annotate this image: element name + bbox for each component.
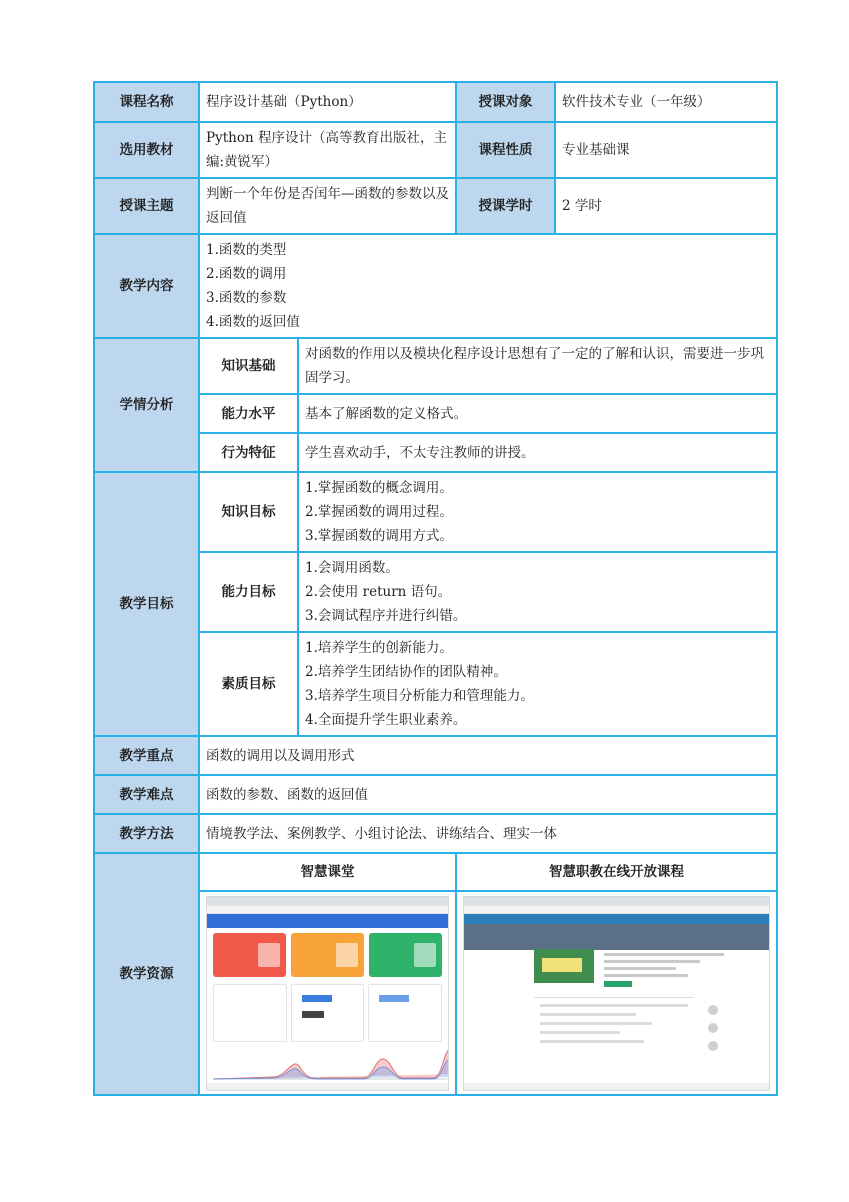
quality-goal-label: 素质目标 — [199, 632, 298, 736]
list-item: 1.会调用函数。 — [305, 560, 399, 576]
resources-label: 教学资源 — [94, 853, 199, 1095]
knowledge-goal-label: 知识目标 — [199, 472, 298, 552]
behavior-label: 行为特征 — [199, 433, 298, 472]
quality-goal-list — [298, 632, 777, 736]
activity-chart-thumbnail — [213, 1029, 449, 1081]
course-type-value: 专业基础课 — [555, 122, 777, 178]
list-item: 1.函数的类型 — [206, 242, 287, 258]
audience-value: 软件技术专业（一年级） — [555, 82, 777, 122]
course-name-value: 程序设计基础（Python） — [199, 82, 456, 122]
methods-label: 教学方法 — [94, 814, 199, 853]
focus-label: 教学重点 — [94, 736, 199, 775]
smart-classroom-heading: 智慧课堂 — [199, 853, 456, 891]
topic-value: 判断一个年份是否闰年—函数的参数以及返回值 — [199, 178, 456, 234]
textbook-label: 选用教材 — [94, 122, 199, 178]
list-item: 2.函数的调用 — [206, 266, 287, 282]
content-list — [199, 234, 777, 338]
hours-label: 授课学时 — [456, 178, 555, 234]
textbook-value: Python 程序设计（高等教育出版社，主编:黄锐军） — [199, 122, 456, 178]
list-item: 3.会调试程序并进行纠错。 — [305, 608, 467, 624]
audience-label: 授课对象 — [456, 82, 555, 122]
knowledge-base-text: 对函数的作用以及模块化程序设计思想有了一定的了解和认识，需要进一步巩固学习。 — [298, 338, 777, 394]
analysis-label: 学情分析 — [94, 338, 199, 472]
difficulty-label: 教学难点 — [94, 775, 199, 814]
content-label: 教学内容 — [94, 234, 199, 338]
topic-label: 授课主题 — [94, 178, 199, 234]
focus-text: 函数的调用以及调用形式 — [199, 736, 777, 775]
goals-label: 教学目标 — [94, 472, 199, 736]
list-item: 4.函数的返回值 — [206, 314, 300, 330]
methods-text: 情境教学法、案例教学、小组讨论法、讲练结合、理实一体 — [199, 814, 777, 853]
ability-goal-label: 能力目标 — [199, 552, 298, 632]
online-course-heading: 智慧职教在线开放课程 — [456, 853, 777, 891]
list-item: 1.掌握函数的概念调用。 — [305, 480, 453, 496]
list-item: 3.掌握函数的调用方式。 — [305, 528, 453, 544]
list-item: 4.全面提升学生职业素养。 — [305, 712, 467, 728]
list-item: 2.会使用 return 语句。 — [305, 584, 452, 600]
list-item: 2.培养学生团结协作的团队精神。 — [305, 664, 507, 680]
list-item: 1.培养学生的创新能力。 — [305, 640, 453, 656]
python-course-cover — [534, 949, 594, 983]
list-item: 3.培养学生项目分析能力和管理能力。 — [305, 688, 534, 704]
course-name-label: 课程名称 — [94, 82, 199, 122]
hours-value: 2 学时 — [555, 178, 777, 234]
course-type-label: 课程性质 — [456, 122, 555, 178]
ability-goal-list — [298, 552, 777, 632]
online-course-screenshot — [456, 891, 777, 1095]
smart-classroom-screenshot — [199, 891, 456, 1095]
ability-level-text: 基本了解函数的定义格式。 — [298, 394, 777, 433]
lesson-plan-table — [93, 81, 778, 1096]
knowledge-goal-list — [298, 472, 777, 552]
difficulty-text: 函数的参数、函数的返回值 — [199, 775, 777, 814]
list-item: 3.函数的参数 — [206, 290, 287, 306]
knowledge-base-label: 知识基础 — [199, 338, 298, 394]
behavior-text: 学生喜欢动手，不太专注教师的讲授。 — [298, 433, 777, 472]
course-page-screenshot — [463, 896, 770, 1091]
ability-level-label: 能力水平 — [199, 394, 298, 433]
list-item: 2.掌握函数的调用过程。 — [305, 504, 453, 520]
dashboard-screenshot — [206, 896, 449, 1091]
